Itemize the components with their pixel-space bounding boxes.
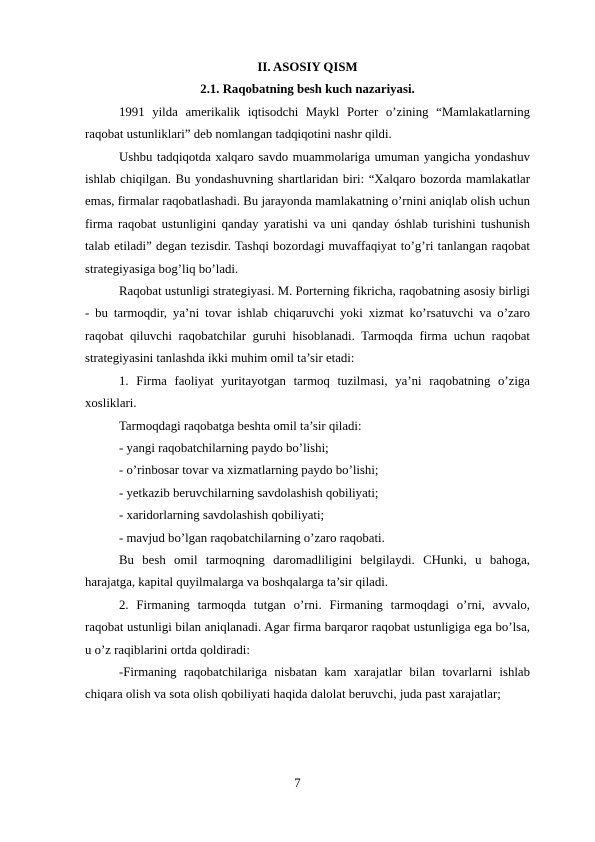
paragraph-low-costs: -Firmaning raqobatchilariga nisbatan kam xarajatlar bilan tovarlarni ishlab chiqara olish va sota olish qobiliyati haqida dalolat beruvchi, juda past xarajatlar;: [85, 664, 530, 702]
list-item: - mavjud bo’lgan raqobatchilarning o’zaro raqobati.: [119, 530, 385, 545]
paragraph-strategy: Raqobat ustunligi strategiyasi. M. Porterning fikricha, raqobatning asosiy birligi - bu tarmoqdir, ya’ni tovar ishlab chiqaruvchi yoki xizmat ko’rsatuvchi va o’zaro raqobat qiluvchi raqobatchilar guruhi hisoblanadi. Tarmoqda firma uchun raqobat strategiyasini tanlashda ikki muhim omil ta’sir etadi:: [85, 284, 530, 366]
list-item: - xaridorlarning savdolashish qobiliyati;: [119, 508, 325, 523]
paragraph-factor-two: 2. Firmaning tarmoqda tutgan o’rni. Firmaning tarmoqdagi o’rni, avvalo, raqobat ustunligi bilan aniqlanadi. Agar firma barqaror raqobat ustunligiga ega bo’lsa, u o’z raqiblarini ortda qoldiradi:: [85, 597, 530, 657]
page-content: [85, 56, 530, 706]
list-item: - yangi raqobatchilarning paydo bo’lishi;: [119, 440, 329, 455]
paragraph-factor-one: 1. Firma faoliyat yuritayotgan tarmoq tuzilmasi, ya’ni raqobatning o’ziga xosliklari.: [85, 373, 530, 411]
list-intro: Tarmoqdagi raqobatga beshta omil ta’sir qiladi:: [119, 418, 362, 433]
paragraph-approach: Ushbu tadqiqotda xalqaro savdo muammolariga umuman yangicha yondashuv ishlab chiqilgan. Bu yondashuvning shartlaridan biri: “Xalqaro bozorda mamlakatlar emas, firmalar raqobatlashadi. Bu jarayonda mamlakatning o’rnini aniqlab olish uchun firma raqobat ustunligini qanday yaratishi va uni qanday óshlab turishini tushunish talab etiladi” degan tezisdir. Tashqi bozordagi muvaffaqiyat to’g’ri tanlangan raqobat strategiyasiga bog’liq bo’ladi.: [85, 149, 530, 276]
list-item: - yetkazib beruvchilarning savdolashish qobiliyati;: [119, 485, 379, 500]
subsection-heading: 2.1. Raqobatning besh kuch nazariyasi.: [200, 82, 415, 97]
paragraph-porter-intro: 1991 yilda amerikalik iqtisodchi Maykl Porter o’zining “Mamlakatlarning raqobat ustunliklari” deb nomlangan tadqiqotini nashr qildi.: [85, 104, 530, 142]
page-number: 7: [294, 776, 301, 790]
section-heading: II. ASOSIY QISM: [257, 60, 358, 74]
paragraph-profitability: Bu besh omil tarmoqning daromadliligini belgilaydi. CHunki, u bahoga, harajatga, kapital quyilmalarga va boshqalarga ta’sir qiladi.: [85, 552, 530, 590]
list-item: - o’rinbosar tovar va xizmatlarning paydo bo’lishi;: [119, 463, 379, 478]
